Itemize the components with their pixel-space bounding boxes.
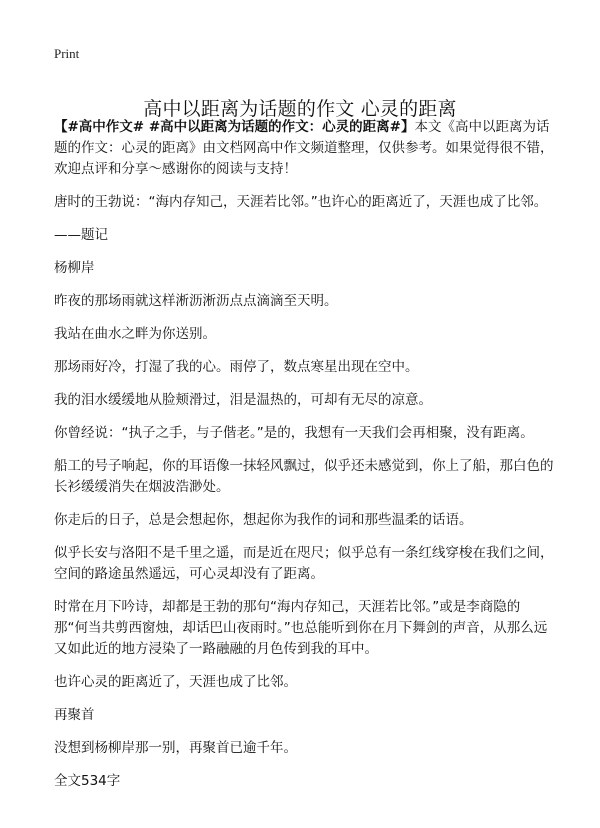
- paragraph: 我的泪水缓缓地从脸颊滑过，泪是温热的，可却有无尽的凉意。: [54, 392, 432, 408]
- intro-tags: 【#高中作文# #高中以距离为话题的作文：心灵的距离#】: [54, 119, 415, 135]
- paragraph: 你曾经说：“执子之手，与子偕老。”是的，我想有一天我们会再相聚，没有距离。: [54, 425, 534, 441]
- paragraph: 时常在月下吟诗，却都是王勃的那句“海内存知己，天涯若比邻。”或是李商隐的那“何当共剪西窗烛，却话巴山夜雨时。”也总能听到你在月下舞剑的声音，从那么远又如此近的地方浸染了一路融融的月色传到我的耳中。: [54, 599, 548, 657]
- paragraph-epigraph: 唐时的王勃说：“海内存知己，天涯若比邻。”也许心的距离近了，天涯也成了比邻。: [54, 194, 548, 210]
- paragraph: 船工的号子响起，你的耳语像一抹轻风飘过，似乎还未感觉到，你上了船，那白色的长衫缓缓消失在烟波浩渺处。: [54, 458, 554, 495]
- article-title: 高中以距离为话题的作文 心灵的距离: [143, 97, 457, 120]
- paragraph: 昨夜的那场雨就这样淅沥淅沥点点滴滴至天明。: [54, 293, 338, 309]
- section-heading-willow-bank: 杨柳岸: [54, 260, 95, 276]
- paragraph: 你走后的日子，总是会想起你，想起你为我作的词和那些温柔的话语。: [54, 512, 473, 528]
- paragraph: 我站在曲水之畔为你送别。: [54, 326, 216, 342]
- word-count: 全文534字: [54, 773, 121, 789]
- article-intro: [54, 117, 554, 180]
- paragraph-epigraph-label: ——题记: [54, 227, 108, 243]
- print-link[interactable]: Print: [54, 46, 80, 61]
- intro-text: 本文《高中以距离为话题的作文：心灵的距离》由文档网高中作文频道整理，仅供参考。如果觉得很不错，欢迎点评和分享～感谢你的阅读与支持！: [54, 119, 554, 177]
- paragraph: 似乎长安与洛阳不是千里之遥，而是近在咫尺；似乎总有一条红线穿梭在我们之间，空间的路途虽然遥远，可心灵却没有了距离。: [54, 545, 554, 582]
- section-heading-reunion: 再聚首: [54, 707, 95, 723]
- paragraph: 那场雨好冷，打湿了我的心。雨停了，数点寒星出现在空中。: [54, 359, 419, 375]
- article-body: [54, 117, 554, 804]
- paragraph: 没想到杨柳岸那一别，再聚首已逾千年。: [54, 740, 297, 756]
- paragraph: 也许心灵的距离近了，天涯也成了比邻。: [54, 674, 297, 690]
